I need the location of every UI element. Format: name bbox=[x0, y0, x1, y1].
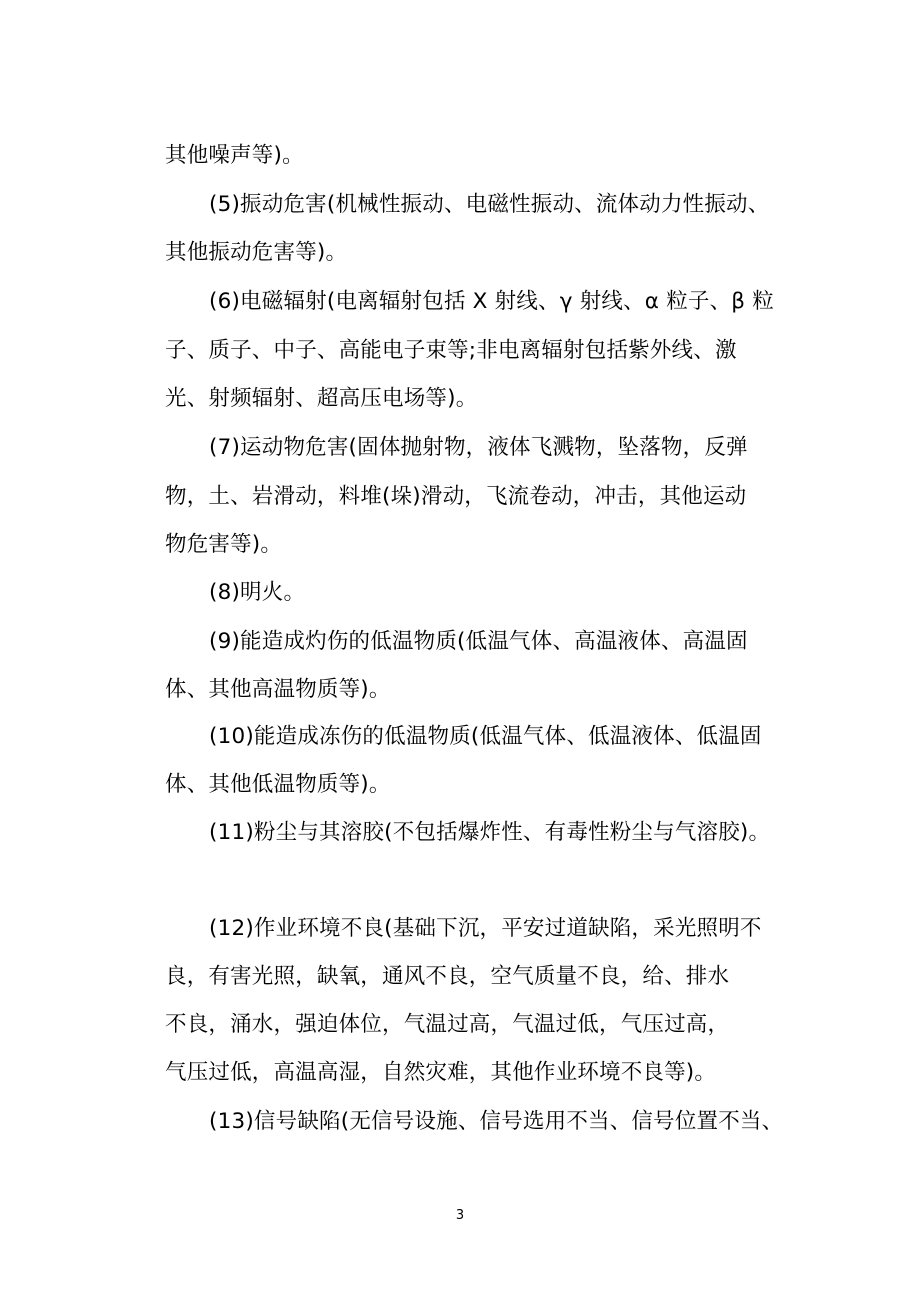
text-line: 良，有害光照，缺氧，通风不良，空气质量不良，给、排水 bbox=[165, 964, 730, 989]
text-line: 不良，涌水，强迫体位，气温过高，气温过低，气压过高， bbox=[165, 1012, 730, 1037]
text-line: 其他振动危害等)。 bbox=[165, 240, 348, 265]
text-line: 体、其他低温物质等)。 bbox=[165, 772, 391, 797]
text-line: 物，土、岩滑动，料堆(垛)滑动，飞流卷动，冲击，其他运动 bbox=[165, 484, 747, 509]
text-line: 子、质子、中子、高能电子束等;非电离辐射包括紫外线、激 bbox=[165, 338, 737, 363]
text-line: (10)能造成冻伤的低温物质(低温气体、低温液体、低温固 bbox=[209, 724, 762, 749]
text-line: (8)明火。 bbox=[209, 580, 306, 605]
text-line: 体、其他高温物质等)。 bbox=[165, 677, 391, 702]
text-line: (13)信号缺陷(无信号设施、信号选用不当、信号位置不当、 bbox=[209, 1109, 784, 1134]
text-line: 光、射频辐射、超高压电场等)。 bbox=[165, 386, 478, 411]
text-line: (12)作业环境不良(基础下沉，平安过道缺陷，采光照明不 bbox=[209, 916, 762, 941]
text-line: (5)振动危害(机械性振动、电磁性振动、流体动力性振动、 bbox=[209, 192, 770, 217]
text-line: (6)电磁辐射(电离辐射包括 X 射线、γ 射线、α 粒子、β 粒 bbox=[209, 289, 774, 314]
text-line: (9)能造成灼伤的低温物质(低温气体、高温液体、高温固 bbox=[209, 629, 748, 654]
text-line: 物危害等)。 bbox=[165, 532, 283, 557]
page-number: 3 bbox=[455, 1208, 465, 1223]
text-line: (7)运动物危害(固体抛射物，液体飞溅物，坠落物，反弹 bbox=[209, 435, 748, 460]
text-line: 气压过低，高温高湿，自然灾难，其他作业环境不良等)。 bbox=[165, 1060, 717, 1085]
text-line: 其他噪声等)。 bbox=[165, 143, 304, 168]
text-line: (11)粉尘与其溶胶(不包括爆炸性、有毒性粉尘与气溶胶)。 bbox=[209, 820, 771, 845]
